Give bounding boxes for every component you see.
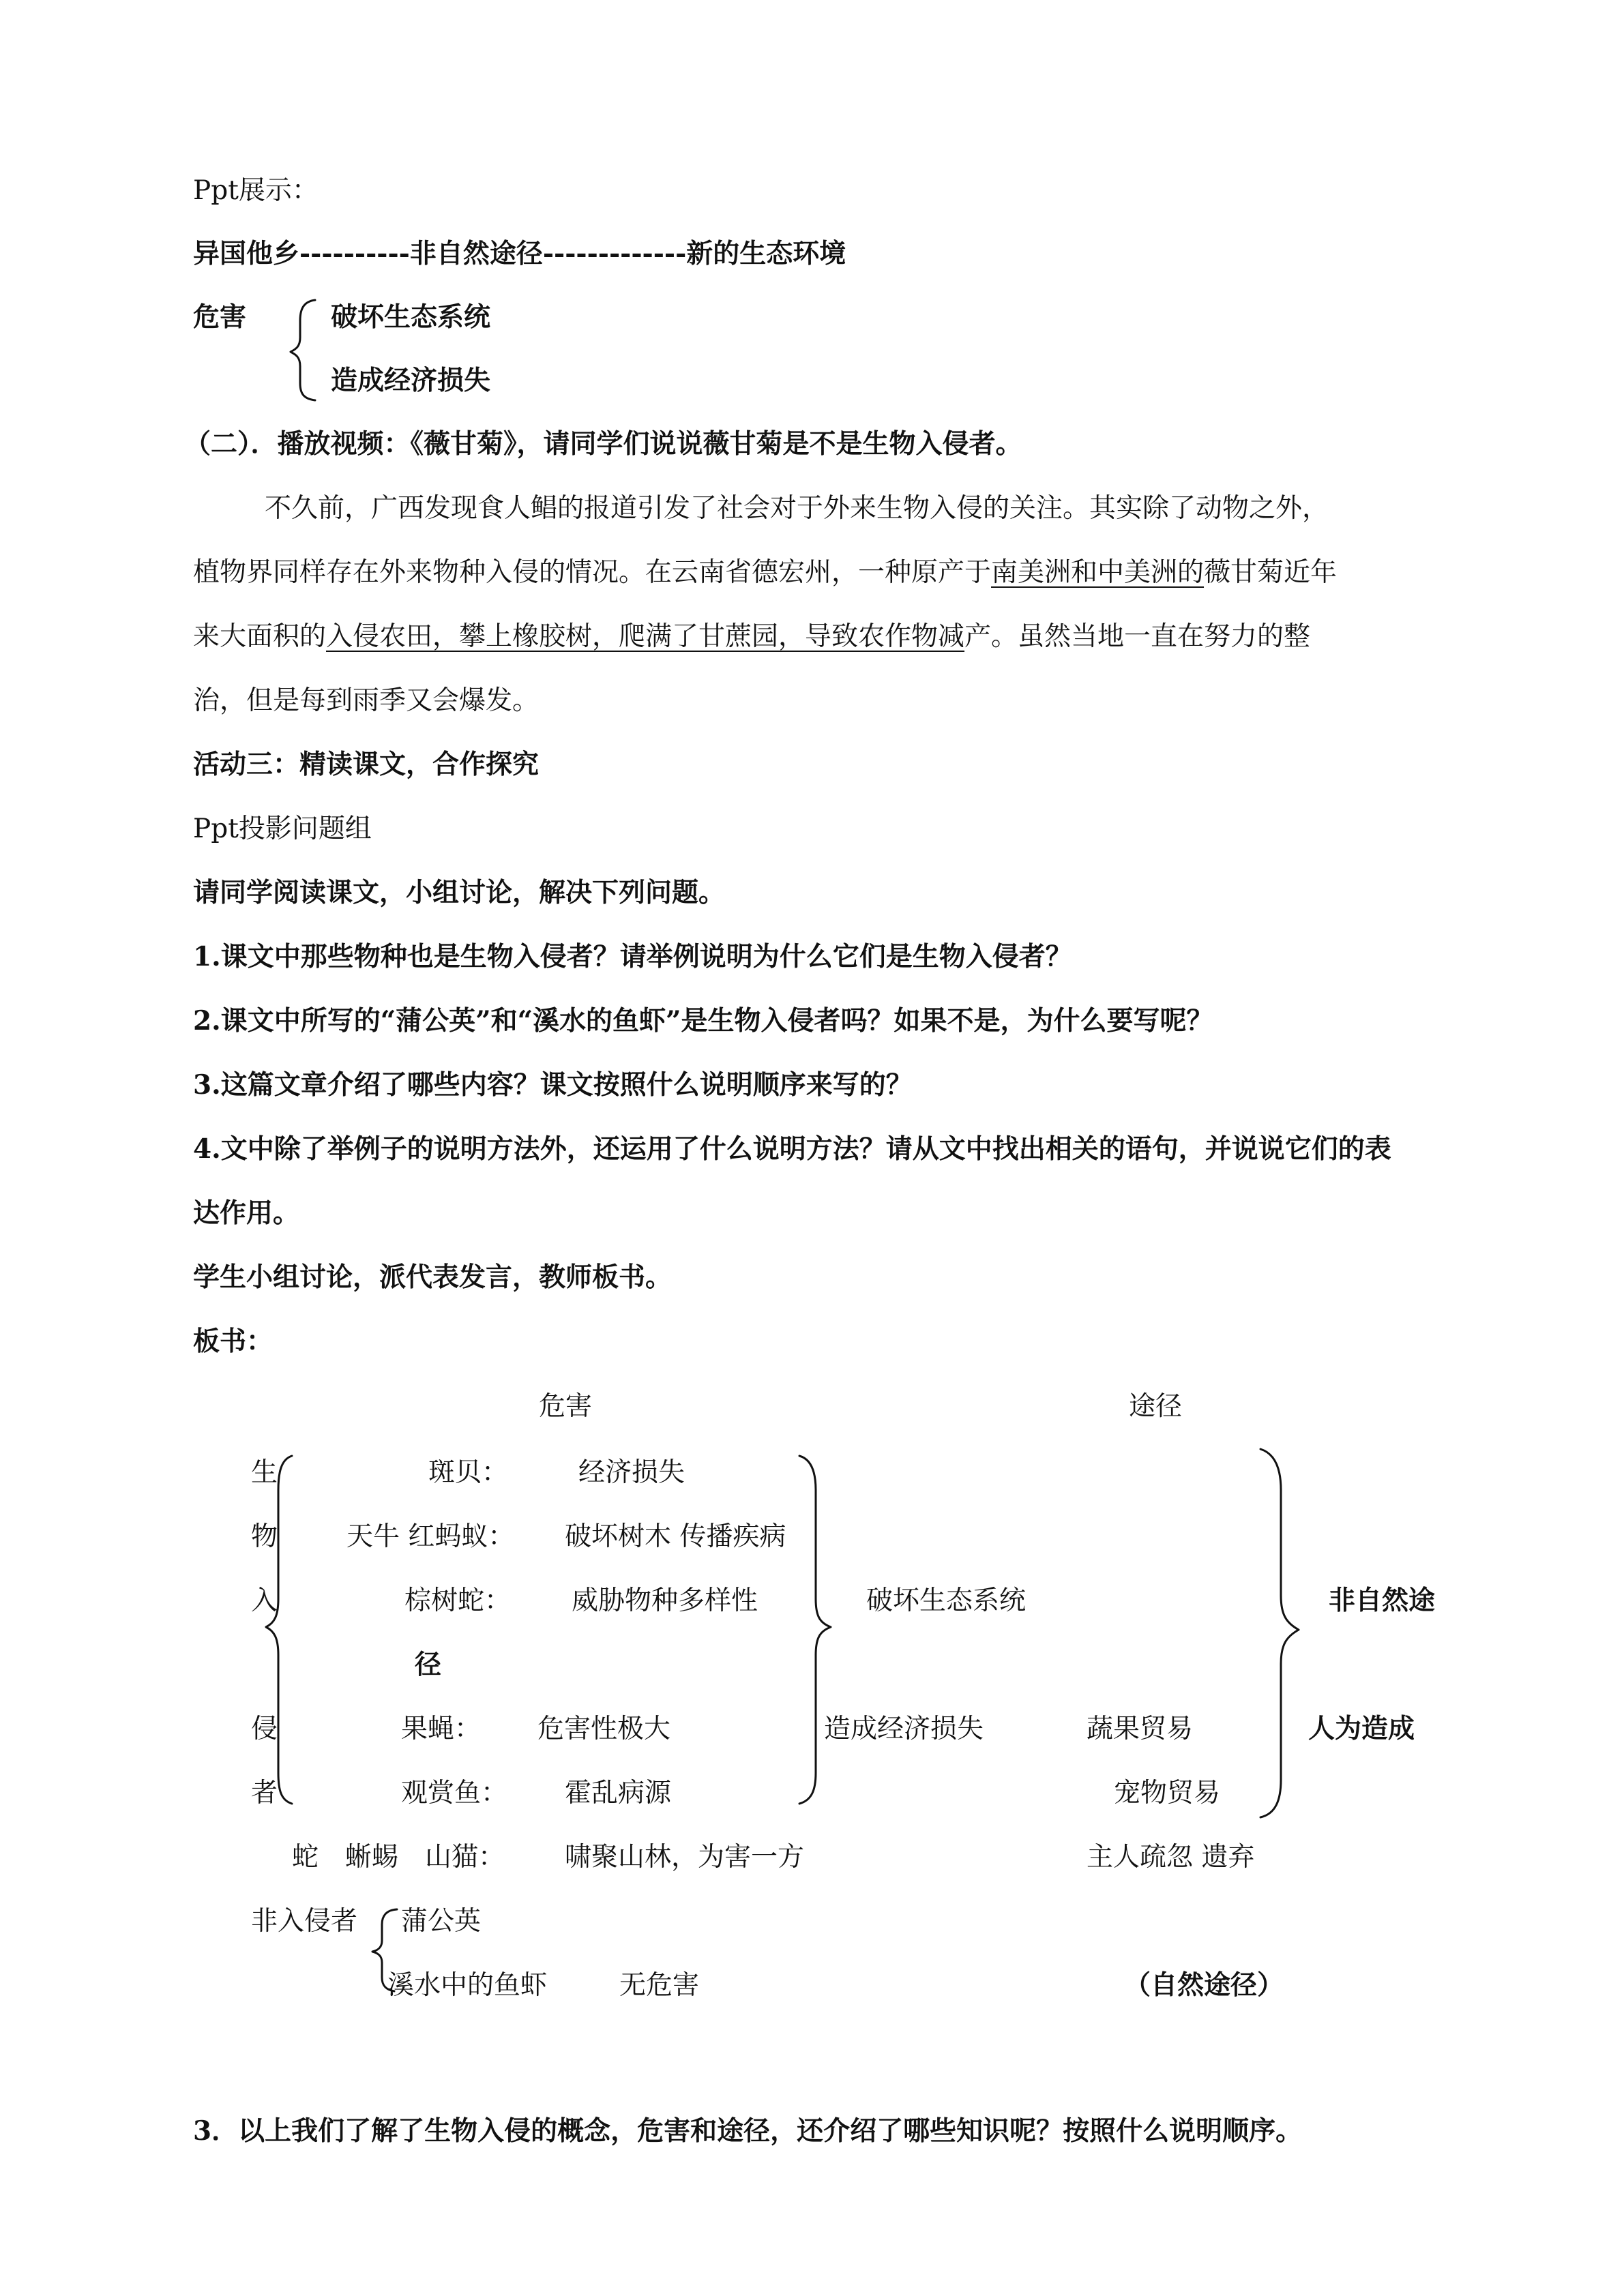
paragraph-line-4: 治，但是每到雨季又会爆发。	[193, 685, 540, 716]
ppt-show-label: Ppt展示：	[193, 175, 319, 206]
instruction: 请同学阅读课文，小组讨论，解决下列问题。	[193, 877, 726, 908]
question-3: 3.这篇文章介绍了哪些内容？课文按照什么说明顺序来写的？	[193, 1069, 913, 1101]
discussion: 学生小组讨论，派代表发言，教师板书。	[193, 1262, 673, 1293]
species-name: 蛇 蜥蜴 山猫：	[292, 1842, 505, 1873]
closing-question: 3．以上我们了解了生物入侵的概念，危害和途径，还介绍了哪些知识呢？按照什么说明顺序。	[193, 2115, 1303, 2147]
summary-ecosystem: 破坏生态系统	[866, 1585, 1027, 1616]
ppt-questions-label: Ppt投影问题组	[193, 814, 372, 844]
question-2: 2.课文中所写的“蒲公英”和“溪水的鱼虾”是生物入侵者吗？如果不是，为什么要写呢？	[193, 1005, 1213, 1037]
paragraph-line-2: 植物界同样存在外来物种入侵的情况。在云南省德宏州，一种原产于南美洲和中美洲的薇甘菊近年	[193, 557, 1338, 588]
species-harm: 危害性极大	[537, 1714, 671, 1744]
harms-brace	[799, 1456, 831, 1804]
vertical-char: 生	[251, 1457, 278, 1488]
route-item: 蔬果贸易	[1087, 1714, 1194, 1744]
vertical-char: 者	[251, 1778, 278, 1808]
species-harm: 霍乱病源	[565, 1778, 672, 1808]
vertical-char: 入	[251, 1585, 278, 1616]
species-name: 棕树蛇：	[404, 1585, 512, 1616]
vertical-char: 侵	[251, 1714, 278, 1744]
underlined-origin: 南美洲和中美洲的	[991, 557, 1205, 588]
activity3-heading: 活动三：精读课文，合作探究	[193, 749, 540, 780]
species-harm: 威胁物种多样性	[572, 1585, 758, 1616]
harm-label: 危害	[193, 301, 247, 333]
routes-brace	[1260, 1449, 1299, 1817]
col-header-harm: 危害	[539, 1391, 593, 1422]
underlined-damage: 入侵农田，攀上橡胶树，爬满了甘蔗园，导致农作物减	[326, 621, 965, 652]
species-name: 斑贝：	[428, 1457, 509, 1488]
non-invaders-label: 非入侵者	[251, 1906, 358, 1937]
harm-item-2: 造成经济损失	[331, 365, 491, 396]
non-invader-item: 溪水中的鱼虾	[387, 1970, 548, 2001]
harm-item-1: 破坏生态系统	[331, 301, 491, 333]
paragraph-line-1: 不久前，广西发现食人鲳的报道引发了社会对于外来生物入侵的关注。其实除了动物之外，	[265, 493, 1329, 524]
paragraph-line-3: 来大面积的入侵农田，攀上橡胶树，爬满了甘蔗园，导致农作物减产。虽然当地一直在努力的整	[193, 621, 1311, 652]
route-line: 异国他乡----------非自然途径-------------新的生态环境	[193, 238, 846, 269]
human-caused-label: 人为造成	[1308, 1713, 1415, 1744]
summary-economic: 造成经济损失	[824, 1714, 984, 1744]
species-name: 天牛 红蚂蚁：	[346, 1521, 515, 1552]
route-item: 宠物贸易	[1114, 1778, 1221, 1808]
board-label: 板书：	[193, 1326, 274, 1357]
natural-route-label: （自然途径）	[1124, 1969, 1284, 2001]
video-heading: （二）．播放视频：《薇甘菊》，请同学们说说薇甘菊是不是生物入侵者。	[184, 428, 1022, 460]
question-1: 1.课文中那些物种也是生物入侵者？请举例说明为什么它们是生物入侵者？	[193, 941, 1072, 972]
non-invader-item: 蒲公英	[401, 1906, 482, 1937]
col-header-route: 途径	[1129, 1391, 1183, 1422]
species-harm: 啸聚山林，为害一方	[565, 1842, 805, 1873]
non-invader-harm: 无危害	[619, 1970, 700, 2001]
species-harm: 经济损失	[578, 1457, 685, 1488]
non-natural-label: 非自然途	[1329, 1585, 1436, 1616]
vertical-char: 物	[251, 1521, 278, 1552]
species-harm: 破坏树木 传播疾病	[565, 1521, 786, 1552]
species-name: 观赏鱼：	[401, 1778, 508, 1808]
question-4-cont: 达作用。	[193, 1197, 300, 1229]
species-name: 果蝇：	[401, 1714, 482, 1744]
route-item: 主人疏忽 遗弃	[1087, 1842, 1255, 1873]
question-4: 4.文中除了举例子的说明方法外，还运用了什么说明方法？请从文中找出相关的语句，并说说它们的表	[193, 1133, 1391, 1165]
stray-char: 径	[415, 1649, 442, 1680]
invaders-brace	[266, 1456, 292, 1804]
